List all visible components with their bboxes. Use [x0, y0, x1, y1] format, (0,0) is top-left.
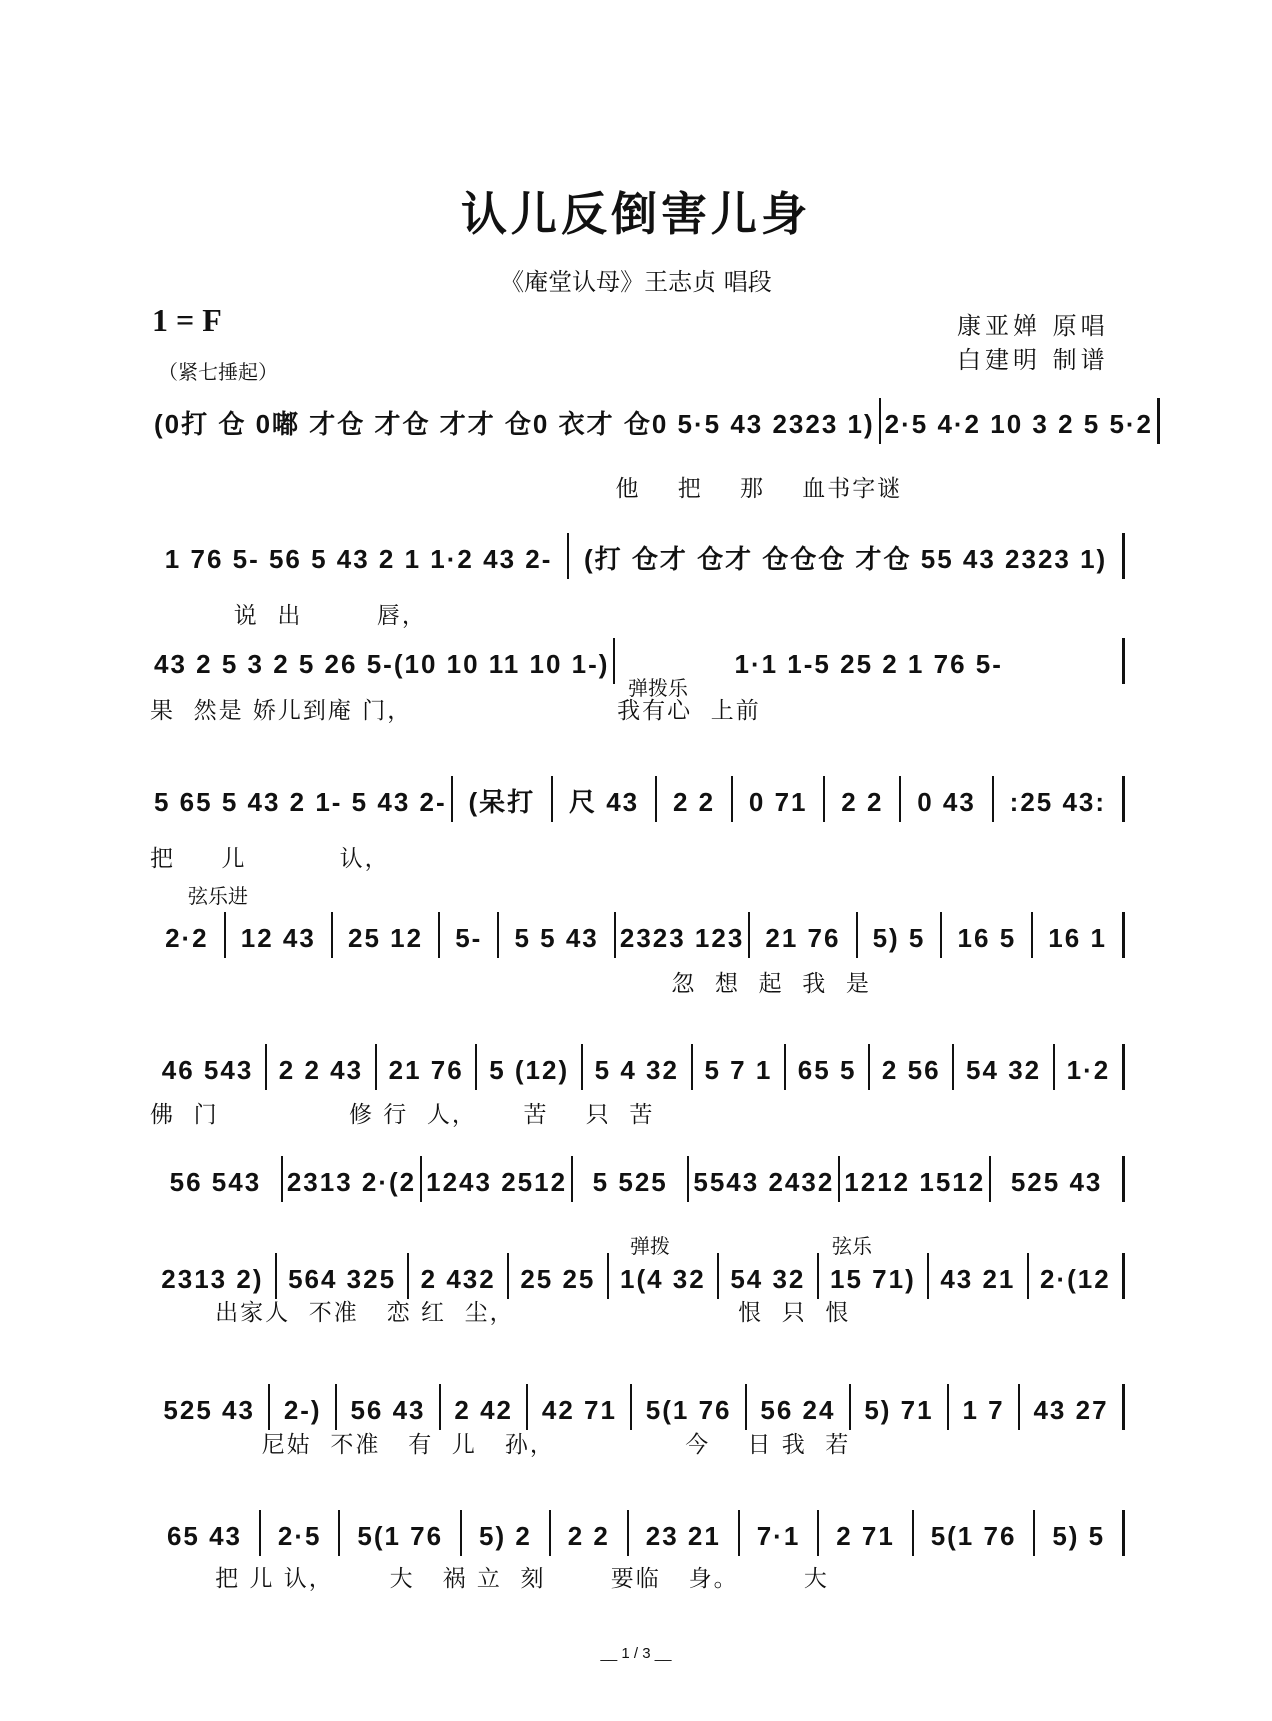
measure: 5 (12) — [477, 1044, 582, 1090]
tempo-marker: （紧七捶起） — [158, 360, 278, 384]
measure: :25 43: — [994, 776, 1125, 822]
measure: 5) 5 — [1035, 1510, 1125, 1556]
measure: 2·2 — [150, 912, 226, 958]
measure: 1·1 1-5 25 2 1 76 5- — [615, 638, 1125, 684]
lyric-line: 把 儿 认， 大 祸 立 刻 要临 身。 大 — [150, 1566, 829, 1592]
measure: 5 525 — [573, 1156, 689, 1202]
measure: 564 325 — [277, 1253, 410, 1299]
measure: 5543 2432 — [689, 1156, 840, 1202]
measure: 1212 1512 — [840, 1156, 991, 1202]
measure: 5) 5 — [858, 912, 943, 958]
measure: 2 42 — [441, 1384, 528, 1430]
notation-line — [150, 1156, 1125, 1202]
measure: 2-) — [270, 1384, 337, 1430]
measure: 5 7 1 — [693, 1044, 786, 1090]
measure: 5(1 76 — [914, 1510, 1036, 1556]
measure: 525 43 — [991, 1156, 1125, 1202]
measure: 2313 2) — [150, 1253, 277, 1299]
notation-line — [150, 912, 1125, 958]
strings-marker: 弦乐 — [832, 1234, 872, 1258]
page-number: __ 1 / 3 __ — [600, 1645, 672, 1662]
measure: 7·1 — [740, 1510, 819, 1556]
measure: 2·5 — [261, 1510, 340, 1556]
notation-line — [150, 638, 1125, 684]
lyric-line: 说 出 唇， — [150, 603, 427, 629]
measure: 25 12 — [333, 912, 440, 958]
measure: 1 7 — [949, 1384, 1020, 1430]
measure: 2 2 — [657, 776, 733, 822]
measure: 21 76 — [750, 912, 857, 958]
measure: 54 32 — [719, 1253, 819, 1299]
measure: 2 71 — [819, 1510, 914, 1556]
measure: 尺 43 — [553, 776, 657, 822]
measure: 23 21 — [629, 1510, 740, 1556]
measure: 5 4 32 — [583, 1044, 693, 1090]
measure: 5(1 76 — [340, 1510, 462, 1556]
score-subtitle: 《庵堂认母》王志贞 唱段 — [500, 268, 772, 296]
measure: 54 32 — [954, 1044, 1055, 1090]
measure: 0 43 — [901, 776, 993, 822]
notation-line — [150, 776, 1125, 822]
measure: 2·(12 — [1029, 1253, 1125, 1299]
measure: 2·5 4·2 10 3 2 5 5·2 — [881, 398, 1160, 444]
lyric-line: 他 把 那 血书字谜 — [150, 476, 903, 502]
measure: 56 43 — [337, 1384, 441, 1430]
measure: 2 56 — [870, 1044, 954, 1090]
measure: 1·2 — [1055, 1044, 1125, 1090]
notation-line — [150, 1510, 1125, 1556]
measure: 5) 71 — [851, 1384, 949, 1430]
notation-line — [150, 533, 1125, 579]
measure: 65 43 — [150, 1510, 261, 1556]
measure: 15 71) — [819, 1253, 929, 1299]
measure: 5) 2 — [462, 1510, 551, 1556]
measure: 2 432 — [409, 1253, 509, 1299]
plucked-marker: 弹拨乐 — [628, 676, 688, 700]
measure: 5 65 5 43 2 1- 5 43 2- — [150, 776, 453, 822]
measure: 16 1 — [1033, 912, 1125, 958]
lyric-line: 尼姑 不准 有 儿 孙， 今 日 我 若 — [150, 1432, 851, 1458]
key-signature: 1 = F — [152, 302, 222, 338]
notation-line — [150, 1044, 1125, 1090]
score-title: 认儿反倒害儿身 — [461, 187, 811, 241]
measure: 1(4 32 — [609, 1253, 719, 1299]
measure: 46 543 — [150, 1044, 267, 1090]
measure: 56 24 — [747, 1384, 851, 1430]
notation-line — [150, 398, 1154, 444]
measure: 56 543 — [150, 1156, 283, 1202]
lyric-line: 佛 门 修 行 人， 苦 只 苦 — [150, 1102, 655, 1128]
lyric-line: 出家人 不准 恋 红 尘， 恨 只 恨 — [150, 1300, 851, 1326]
strings-in-marker: 弦乐进 — [188, 884, 248, 908]
measure: 5(1 76 — [632, 1384, 747, 1430]
credit-arranger: 白建明 制谱 — [957, 346, 1109, 374]
measure: 2 2 — [551, 1510, 629, 1556]
measure: (打 仓才 仓才 仓仓仓 才仓 55 43 2323 1) — [569, 533, 1125, 579]
measure: 2323 123 — [616, 912, 750, 958]
measure: 43 27 — [1020, 1384, 1125, 1430]
measure: 1 76 5- 56 5 43 2 1 1·2 43 2- — [150, 533, 569, 579]
measure: 2313 2·(2 — [283, 1156, 422, 1202]
measure: 43 2 5 3 2 5 26 5-(10 10 11 10 1-) — [150, 638, 615, 684]
measure: 16 5 — [942, 912, 1033, 958]
lyric-line: 把 儿 认， — [150, 846, 390, 872]
measure: 5- — [440, 912, 499, 958]
lyric-line: 忽 想 起 我 是 — [150, 971, 871, 997]
measure: (呆打 — [453, 776, 553, 822]
measure: 0 71 — [733, 776, 825, 822]
measure: 12 43 — [226, 912, 333, 958]
measure: 2 2 43 — [267, 1044, 377, 1090]
notation-line — [150, 1384, 1125, 1430]
measure: (0打 仓 0嘟 才仓 才仓 才才 仓0 衣才 仓0 5·5 43 2323 1) — [150, 398, 881, 444]
measure: 21 76 — [377, 1044, 478, 1090]
measure: 43 21 — [929, 1253, 1029, 1299]
measure: 42 71 — [528, 1384, 632, 1430]
measure: 1243 2512 — [422, 1156, 573, 1202]
measure: 2 2 — [825, 776, 901, 822]
lyric-line: 果 然是 娇儿到庵 门， 我有心 上前 — [150, 698, 761, 724]
measure: 525 43 — [150, 1384, 270, 1430]
plucked-short-marker: 弹拨 — [630, 1234, 670, 1258]
measure: 65 5 — [786, 1044, 870, 1090]
notation-line — [150, 1253, 1125, 1299]
credit-singer: 康亚婵 原唱 — [957, 312, 1109, 340]
measure: 5 5 43 — [499, 912, 615, 958]
measure: 25 25 — [509, 1253, 609, 1299]
